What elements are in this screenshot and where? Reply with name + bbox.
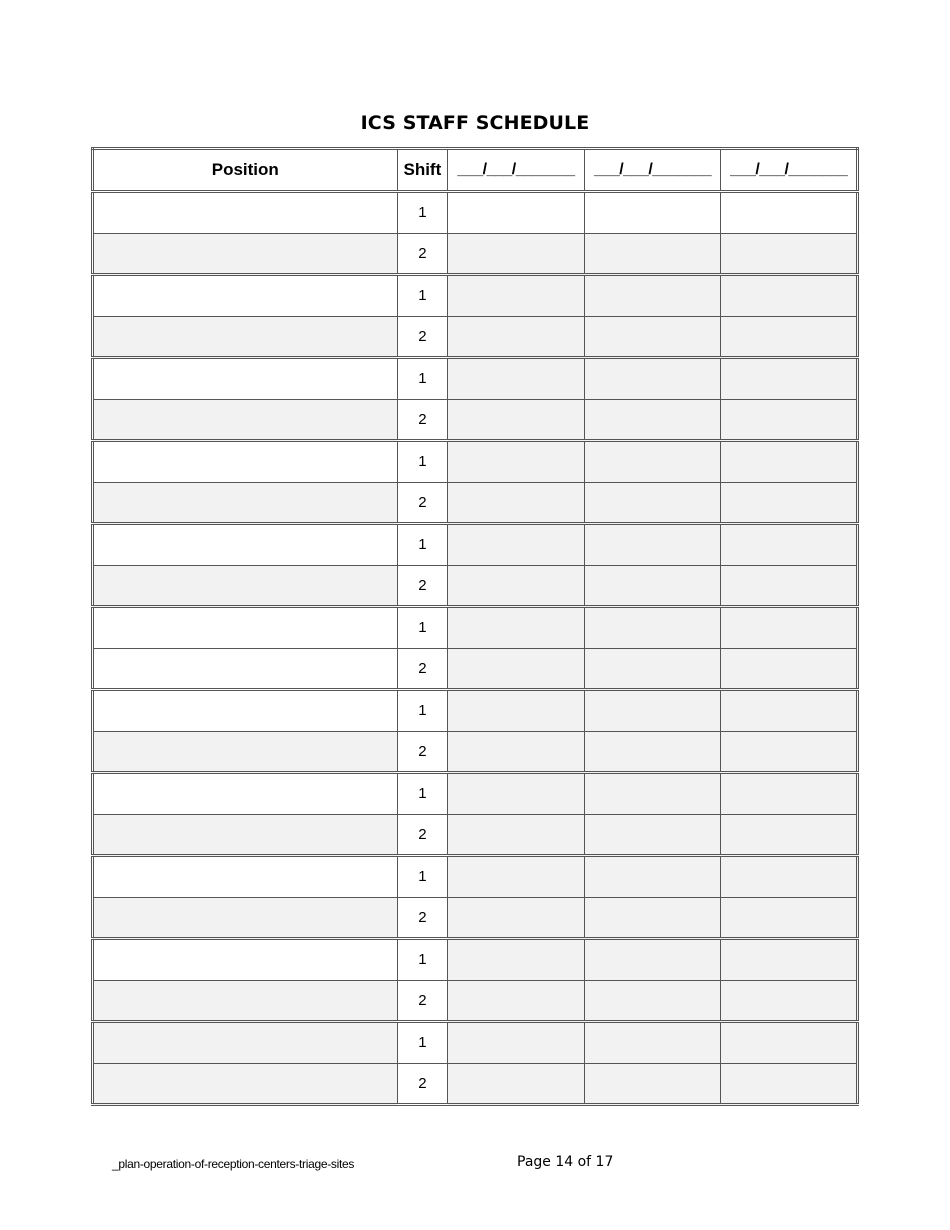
shift-cell: 2 xyxy=(397,980,448,1022)
date-cell-2[interactable] xyxy=(584,856,721,898)
shift-cell: 2 xyxy=(397,1063,448,1105)
date-cell-1[interactable] xyxy=(448,648,585,690)
shift-cell: 1 xyxy=(397,773,448,815)
shift-cell: 2 xyxy=(397,316,448,358)
date-cell-1[interactable] xyxy=(448,524,585,566)
table-row xyxy=(93,1022,858,1064)
date-cell-3[interactable] xyxy=(721,731,858,773)
date-cell-1[interactable] xyxy=(448,1063,585,1105)
table-row xyxy=(93,275,858,317)
date-cell-3[interactable] xyxy=(721,441,858,483)
footer-document-name: _plan-operation-of-reception-centers-triage-sites xyxy=(112,1157,355,1171)
date-cell-3[interactable] xyxy=(721,897,858,939)
date-cell-1[interactable] xyxy=(448,192,585,234)
date-cell-3[interactable] xyxy=(721,482,858,524)
position-cell[interactable] xyxy=(93,607,398,649)
date-cell-3[interactable] xyxy=(721,565,858,607)
footer-page-number: Page 14 of 17 xyxy=(517,1154,614,1170)
date-cell-1[interactable] xyxy=(448,897,585,939)
shift-cell: 1 xyxy=(397,1022,448,1064)
date-cell-3[interactable] xyxy=(721,524,858,566)
date-cell-1[interactable] xyxy=(448,565,585,607)
shift-cell: 1 xyxy=(397,607,448,649)
shift-cell: 1 xyxy=(397,192,448,234)
shift-cell: 1 xyxy=(397,358,448,400)
shift-cell: 2 xyxy=(397,399,448,441)
date-cell-3[interactable] xyxy=(721,1022,858,1064)
date-cell-2[interactable] xyxy=(584,275,721,317)
date-cell-3[interactable] xyxy=(721,648,858,690)
shift-cell: 2 xyxy=(397,731,448,773)
page-title: ICS STAFF SCHEDULE xyxy=(360,112,590,134)
shift-cell: 2 xyxy=(397,565,448,607)
date-cell-2[interactable] xyxy=(584,731,721,773)
position-cell[interactable] xyxy=(93,524,398,566)
position-cell[interactable] xyxy=(93,275,398,317)
date-cell-1[interactable] xyxy=(448,939,585,981)
date-column-header-1: ___/___/_______ xyxy=(448,149,585,192)
table-row xyxy=(93,192,858,234)
position-cell[interactable] xyxy=(93,648,398,690)
date-cell-2[interactable] xyxy=(584,441,721,483)
shift-column-header: Shift xyxy=(397,149,448,192)
position-cell[interactable] xyxy=(93,731,398,773)
date-cell-3[interactable] xyxy=(721,233,858,275)
date-cell-1[interactable] xyxy=(448,607,585,649)
date-cell-2[interactable] xyxy=(584,690,721,732)
date-cell-3[interactable] xyxy=(721,192,858,234)
date-cell-1[interactable] xyxy=(448,773,585,815)
date-cell-1[interactable] xyxy=(448,399,585,441)
position-cell[interactable] xyxy=(93,980,398,1022)
position-cell[interactable] xyxy=(93,441,398,483)
position-cell[interactable] xyxy=(93,1063,398,1105)
table-row xyxy=(93,1063,858,1105)
date-cell-1[interactable] xyxy=(448,856,585,898)
header-row xyxy=(93,149,858,192)
date-cell-2[interactable] xyxy=(584,897,721,939)
date-cell-1[interactable] xyxy=(448,980,585,1022)
table-row xyxy=(93,441,858,483)
date-cell-1[interactable] xyxy=(448,441,585,483)
date-cell-2[interactable] xyxy=(584,565,721,607)
shift-cell: 1 xyxy=(397,524,448,566)
date-cell-3[interactable] xyxy=(721,607,858,649)
position-cell[interactable] xyxy=(93,482,398,524)
position-cell[interactable] xyxy=(93,1022,398,1064)
date-cell-3[interactable] xyxy=(721,980,858,1022)
shift-cell: 2 xyxy=(397,648,448,690)
date-cell-2[interactable] xyxy=(584,1022,721,1064)
position-cell[interactable] xyxy=(93,690,398,732)
date-cell-3[interactable] xyxy=(721,1063,858,1105)
date-cell-2[interactable] xyxy=(584,358,721,400)
shift-cell: 2 xyxy=(397,233,448,275)
position-cell[interactable] xyxy=(93,897,398,939)
table-row xyxy=(93,399,858,441)
date-column-header-3: ___/___/_______ xyxy=(721,149,858,192)
date-cell-2[interactable] xyxy=(584,607,721,649)
table-row xyxy=(93,814,858,856)
date-cell-3[interactable] xyxy=(721,275,858,317)
date-cell-2[interactable] xyxy=(584,773,721,815)
position-cell[interactable] xyxy=(93,192,398,234)
date-cell-3[interactable] xyxy=(721,358,858,400)
position-cell[interactable] xyxy=(93,233,398,275)
date-cell-1[interactable] xyxy=(448,1022,585,1064)
date-cell-2[interactable] xyxy=(584,939,721,981)
table-row xyxy=(93,856,858,898)
table-row xyxy=(93,648,858,690)
position-cell[interactable] xyxy=(93,814,398,856)
date-column-header-2: ___/___/_______ xyxy=(584,149,721,192)
shift-cell: 1 xyxy=(397,939,448,981)
table-row xyxy=(93,897,858,939)
shift-cell: 1 xyxy=(397,441,448,483)
position-cell[interactable] xyxy=(93,565,398,607)
date-cell-1[interactable] xyxy=(448,358,585,400)
date-cell-2[interactable] xyxy=(584,524,721,566)
date-cell-2[interactable] xyxy=(584,192,721,234)
table-row xyxy=(93,939,858,981)
position-cell[interactable] xyxy=(93,399,398,441)
position-cell[interactable] xyxy=(93,856,398,898)
table-row xyxy=(93,731,858,773)
table-row xyxy=(93,773,858,815)
date-cell-1[interactable] xyxy=(448,275,585,317)
date-cell-1[interactable] xyxy=(448,482,585,524)
shift-cell: 2 xyxy=(397,814,448,856)
date-cell-2[interactable] xyxy=(584,648,721,690)
shift-cell: 1 xyxy=(397,690,448,732)
date-cell-1[interactable] xyxy=(448,316,585,358)
table-row xyxy=(93,482,858,524)
shift-cell: 1 xyxy=(397,856,448,898)
date-cell-2[interactable] xyxy=(584,1063,721,1105)
shift-cell: 2 xyxy=(397,482,448,524)
date-cell-2[interactable] xyxy=(584,316,721,358)
date-cell-1[interactable] xyxy=(448,814,585,856)
date-cell-2[interactable] xyxy=(584,233,721,275)
date-cell-3[interactable] xyxy=(721,773,858,815)
staff-schedule-table xyxy=(91,147,859,1106)
position-column-header: Position xyxy=(93,149,398,192)
date-cell-2[interactable] xyxy=(584,980,721,1022)
position-cell[interactable] xyxy=(93,316,398,358)
position-cell[interactable] xyxy=(93,358,398,400)
date-cell-2[interactable] xyxy=(584,814,721,856)
date-cell-1[interactable] xyxy=(448,233,585,275)
position-cell[interactable] xyxy=(93,939,398,981)
date-cell-2[interactable] xyxy=(584,399,721,441)
table-row xyxy=(93,316,858,358)
table-row xyxy=(93,690,858,732)
table-row xyxy=(93,358,858,400)
date-cell-3[interactable] xyxy=(721,814,858,856)
date-cell-3[interactable] xyxy=(721,939,858,981)
date-cell-2[interactable] xyxy=(584,482,721,524)
table-row xyxy=(93,524,858,566)
date-cell-3[interactable] xyxy=(721,690,858,732)
date-cell-3[interactable] xyxy=(721,856,858,898)
position-cell[interactable] xyxy=(93,773,398,815)
date-cell-1[interactable] xyxy=(448,731,585,773)
schedule-body xyxy=(93,192,858,1105)
date-cell-1[interactable] xyxy=(448,690,585,732)
shift-cell: 2 xyxy=(397,897,448,939)
table-row xyxy=(93,607,858,649)
date-cell-3[interactable] xyxy=(721,399,858,441)
table-row xyxy=(93,233,858,275)
date-cell-3[interactable] xyxy=(721,316,858,358)
shift-cell: 1 xyxy=(397,275,448,317)
table-row xyxy=(93,565,858,607)
table-row xyxy=(93,980,858,1022)
